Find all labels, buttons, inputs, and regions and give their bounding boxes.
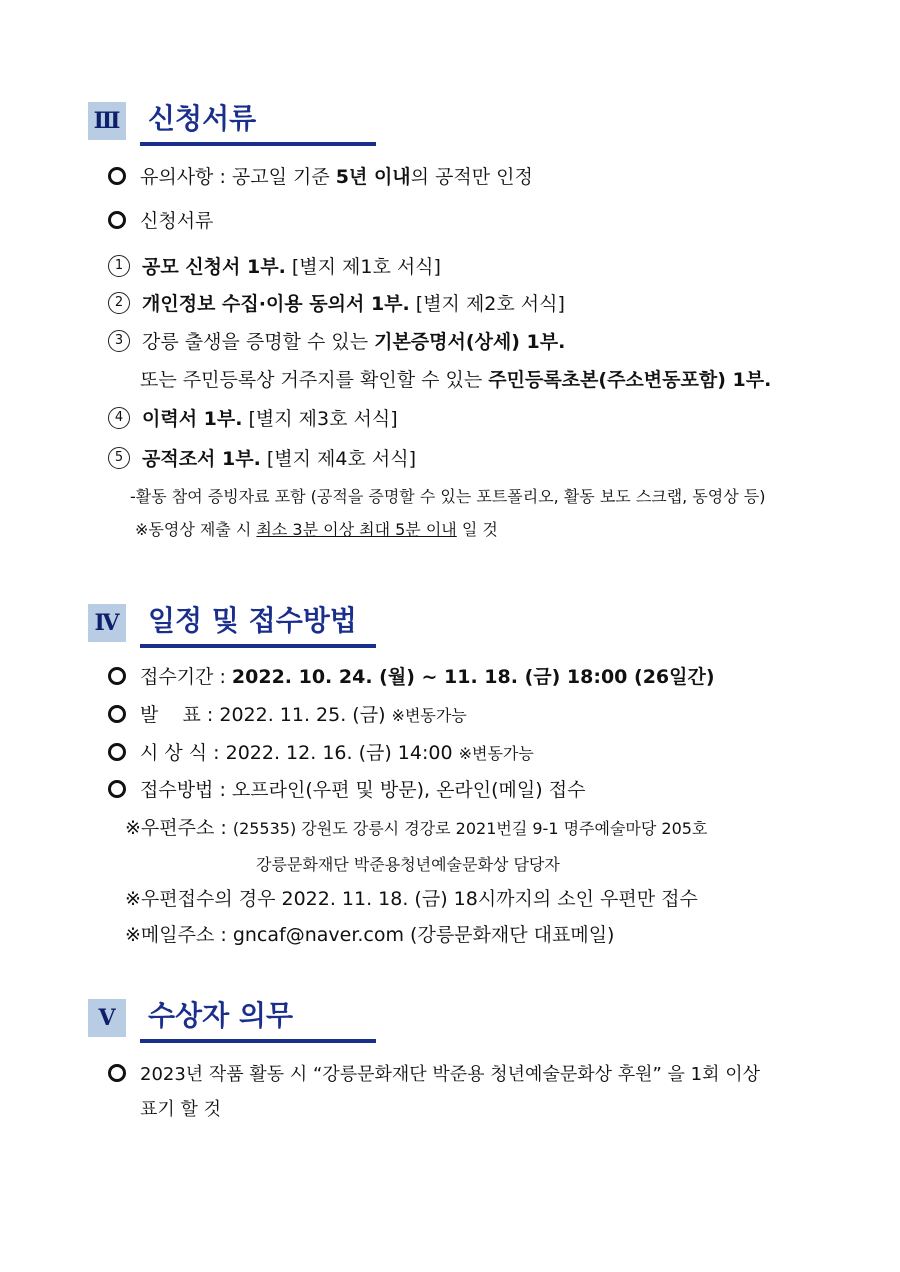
section-number-badge: Ⅳ xyxy=(88,604,126,642)
doc-item-5-note-2: ※동영상 제출 시 최소 3분 이상 최대 5분 이내 일 것 xyxy=(135,520,498,539)
section-underline xyxy=(140,644,376,648)
circle-bullet-icon xyxy=(108,211,126,229)
email-line: ※메일주소 : gncaf@naver.com (강릉문화재단 대표메일) xyxy=(125,924,615,946)
circle-bullet-icon xyxy=(108,780,126,798)
circled-number: 1 xyxy=(108,255,130,277)
mail-note-line: ※우편접수의 경우 2022. 11. 18. (금) 18시까지의 소인 우편만 접수 xyxy=(125,888,698,910)
section-title: 수상자 의무 xyxy=(148,999,293,1032)
circle-bullet-icon xyxy=(108,743,126,761)
section-number-badge: Ⅲ xyxy=(88,102,126,140)
duty-line: 2023년 작품 활동 시 “강릉문화재단 박준용 청년예술문화상 후원” 을 1회 이상 xyxy=(108,1062,760,1088)
address-line-2: 강릉문화재단 박준용청년예술문화상 담당자 xyxy=(256,855,560,874)
doc-item-3-continued: 또는 주민등록상 거주지를 확인할 수 있는 주민등록초본(주소변동포함) 1부. xyxy=(140,369,772,391)
section-title: 일정 및 접수방법 xyxy=(148,604,357,637)
doc-item-5: 5 공적조서 1부. [별지 제4호 서식] xyxy=(108,446,416,472)
circle-bullet-icon xyxy=(108,705,126,723)
circle-bullet-icon xyxy=(108,167,126,185)
circle-bullet-icon xyxy=(108,667,126,685)
method-line: 접수방법 : 오프라인(우편 및 방문), 온라인(메일) 접수 xyxy=(108,777,585,803)
section-underline xyxy=(140,1039,376,1043)
circled-number: 4 xyxy=(108,407,130,429)
doc-item-1: 1 공모 신청서 1부. [별지 제1호 서식] xyxy=(108,254,441,280)
doc-item-5-note-1: -활동 참여 증빙자료 포함 (공적을 증명할 수 있는 포트폴리오, 활동 보도 스크랩, 동영상 등) xyxy=(130,487,766,506)
docs-heading-line: 신청서류 xyxy=(108,208,213,234)
announce-line: 발 표 : 2022. 11. 25. (금) ※변동가능 xyxy=(108,702,467,729)
section-number-badge: Ⅴ xyxy=(88,999,126,1037)
doc-item-3: 3 강릉 출생을 증명할 수 있는 기본증명서(상세) 1부. xyxy=(108,329,565,355)
period-line: 접수기간 : 2022. 10. 24. (월) ~ 11. 18. (금) 18:00 (26일간) xyxy=(108,664,715,690)
notice-line: 유의사항 : 공고일 기준 5년 이내의 공적만 인정 xyxy=(108,164,533,190)
section-underline xyxy=(140,142,376,146)
circle-bullet-icon xyxy=(108,1064,126,1082)
circled-number: 3 xyxy=(108,330,130,352)
ceremony-line: 시 상 식 : 2022. 12. 16. (금) 14:00 ※변동가능 xyxy=(108,740,534,767)
circled-number: 5 xyxy=(108,447,130,469)
circled-number: 2 xyxy=(108,292,130,314)
section-title: 신청서류 xyxy=(148,102,257,135)
duty-line-2: 표기 할 것 xyxy=(140,1099,221,1120)
address-line: ※우편주소 : (25535) 강원도 강릉시 경강로 2021번길 9-1 명주예술마당 205호 xyxy=(125,817,708,839)
doc-item-4: 4 이력서 1부. [별지 제3호 서식] xyxy=(108,406,398,432)
doc-item-2: 2 개인정보 수집·이용 동의서 1부. [별지 제2호 서식] xyxy=(108,291,565,317)
